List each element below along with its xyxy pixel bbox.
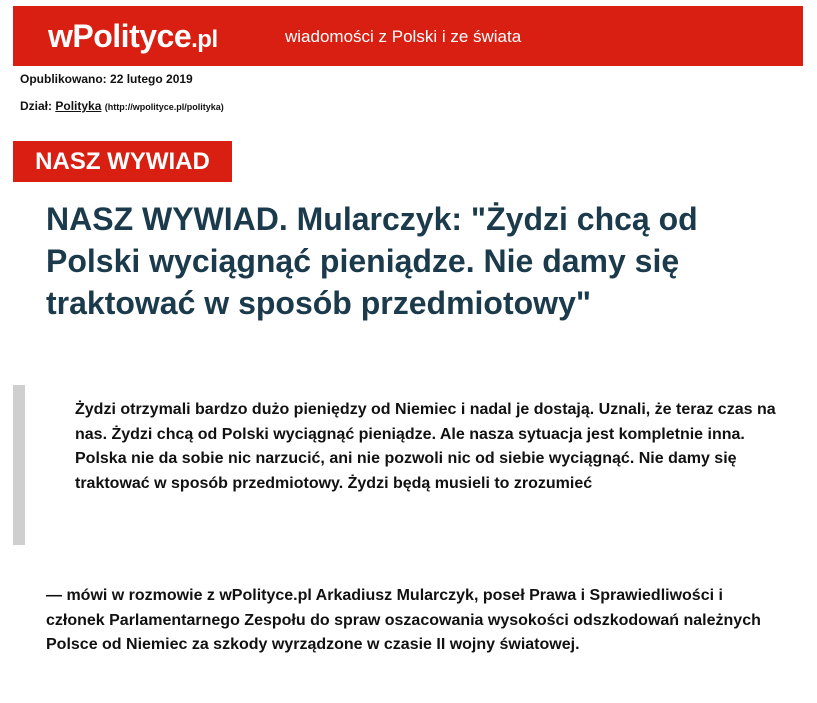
section-link[interactable]: Polityka	[55, 99, 102, 113]
published-line	[20, 72, 193, 86]
section-line	[20, 99, 224, 113]
article-attribution: — mówi w rozmowie z wPolityce.pl Arkadiusz Mularczyk, poseł Prawa i Sprawiedliwości i członek Parlamentarnego Zespołu do spraw oszacowania wysokości odszkodowań należnych Polsce od Niemiec za szkody wyrządzone w czasie II wojny światowej.	[46, 587, 761, 653]
section-url: (http://wpolityce.pl/polityka)	[104, 102, 224, 112]
site-header	[13, 6, 803, 66]
article-headline: NASZ WYWIAD. Mularczyk: "Żydzi chcą od Polski wyciągnąć pieniądze. Nie damy się traktować w sposób przedmiotowy"	[46, 201, 698, 321]
quote-bar	[13, 385, 25, 545]
category-badge: NASZ WYWIAD	[13, 141, 232, 182]
published-label: Opublikowano:	[20, 72, 107, 86]
section-label: Dział:	[20, 99, 53, 113]
logo-main: wPolityce	[48, 18, 192, 54]
article-quote: Żydzi otrzymali bardzo dużo pieniędzy od Niemiec i nadal je dostają. Uznali, że teraz czas na nas. Żydzi chcą od Polski wyciągnąć pieniądze. Ale nasza sytuacja jest kompletnie inna. Polska nie da sobie nic narzucić, ani nie pozwoli nic od siebie wyciągnąć. Nie damy się traktować w sposób przedmiotowy. Żydzi będą musieli to zrozumieć	[75, 401, 776, 492]
published-date: 22 lutego 2019	[110, 72, 193, 86]
site-tagline: wiadomości z Polski i ze świata	[285, 27, 522, 46]
site-logo[interactable]	[48, 16, 218, 60]
logo-suffix: .pl	[191, 26, 218, 53]
